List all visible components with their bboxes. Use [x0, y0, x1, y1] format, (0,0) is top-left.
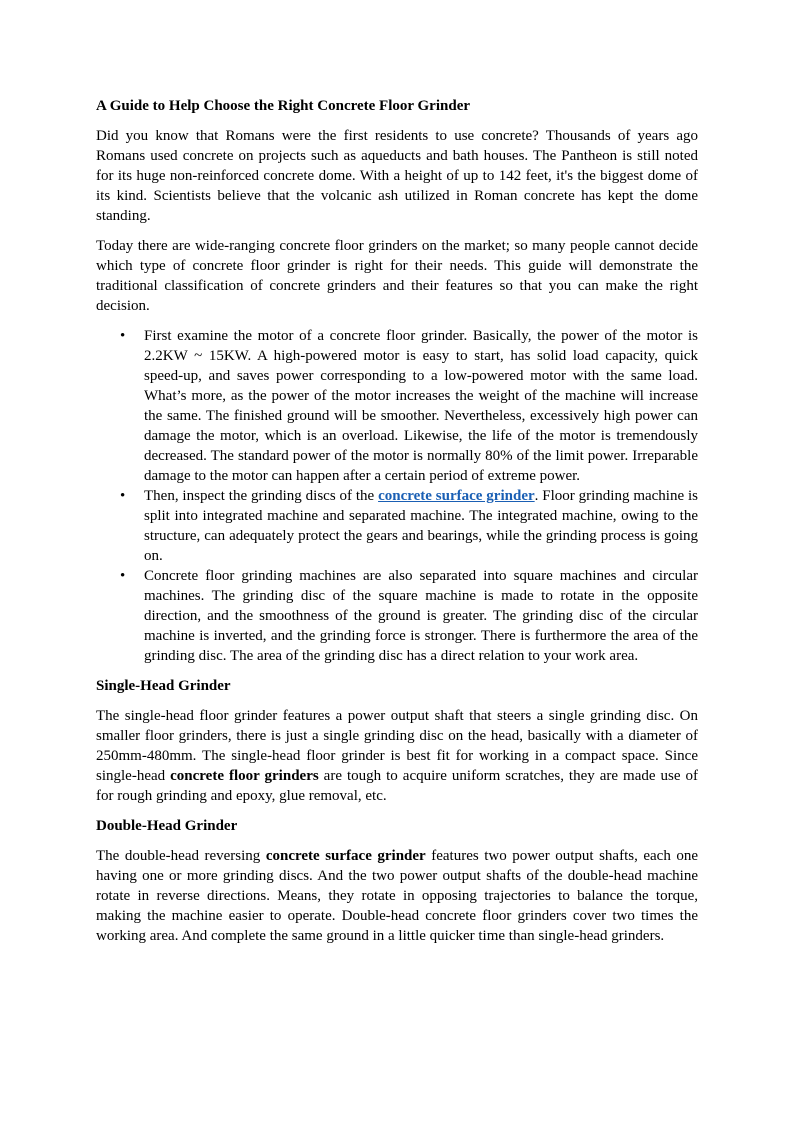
text: The single-head floor grinder features a power output shaft that steers a single grinding disc. On smaller floor grinders, there is just a single grinding disc on the head, basically with a diameter of 250mm-480mm. The single-head floor grinder is best fit for working in a compact space. Since single-head [96, 708, 698, 784]
text: features two power output shafts, each one having one or more grinding discs. And the two power output shafts of the double-head machine rotate in reverse directions. Means, they rotate in opposing trajectories to balance the torque, making the machine easier to operate. Double-head concrete floor grinders cover two times the working area. And complete the same ground in a little quicker time than single-head grinders. [96, 848, 698, 944]
intro-paragraph: Today there are wide-ranging concrete floor grinders on the market; so many people cannot decide which type of concrete floor grinder is right for their needs. This guide will demonstrate the traditional classification of concrete grinders and their features so that you can make the right decision. [96, 238, 698, 314]
document-page [96, 96, 698, 956]
list-item-motor: • First examine the motor of a concrete floor grinder. Basically, the power of the motor is 2.2KW ~ 15KW. A high-powered motor is easy to start, has solid load capacity, quick speed-up, and saves power corresponding to a low-powered motor with the same load. What’s more, as the power of the motor increases the weight of the machine will increase the same. The finished ground will be smoother. Nevertheless, excessively high power can damage the motor, which is an overload. Likewise, the life of the motor is tremendously decreased. The standard power of the motor is normally 80% of the limit power. Irreparable damage to the motor can happen after a certain period of extreme power. [96, 326, 698, 486]
text: The double-head reversing [96, 848, 266, 864]
double-head-heading: Double-Head Grinder [96, 818, 238, 834]
text: are tough to acquire uniform scratches, they are made use of for rough grinding and epoxy, glue removal, etc. [96, 768, 698, 804]
concrete-surface-grinder-link[interactable]: concrete surface grinder [378, 488, 535, 504]
text: . Floor grinding machine is split into integrated machine and separated machine. The integrated machine, owing to the structure, can adequately protect the gears and bearings, while the grinding process is going on. [144, 488, 698, 564]
bold-text: concrete surface grinder [265, 848, 426, 864]
text: Then, inspect the grinding discs of the [144, 488, 379, 504]
list-item-shapes: • Concrete floor grinding machines are also separated into square machines and circular machines. The grinding disc of the square machine is made to rotate in the opposite direction, and the smoothness of the ground is greater. The grinding disc of the circular machine is inverted, and the grinding force is stronger. There is furthermore the area of the grinding disc. The area of the grinding disc has a direct relation to your work area. [96, 566, 698, 666]
bold-text: concrete floor grinders [170, 768, 319, 784]
single-head-paragraph [96, 706, 698, 806]
bullet-list [96, 326, 698, 666]
single-head-heading: Single-Head Grinder [96, 678, 231, 694]
intro-paragraph: Did you know that Romans were the first residents to use concrete? Thousands of years ago Romans used concrete on projects such as aqueducts and bath houses. The Pantheon is still noted for its huge non-reinforced concrete dome. With a height of up to 142 feet, it's the biggest dome of its kind. Scientists believe that the volcanic ash utilized in Roman concrete has kept the dome standing. [96, 128, 698, 224]
double-head-paragraph [96, 846, 698, 946]
list-item-discs [96, 486, 698, 566]
document-title: A Guide to Help Choose the Right Concrete Floor Grinder [96, 98, 471, 114]
